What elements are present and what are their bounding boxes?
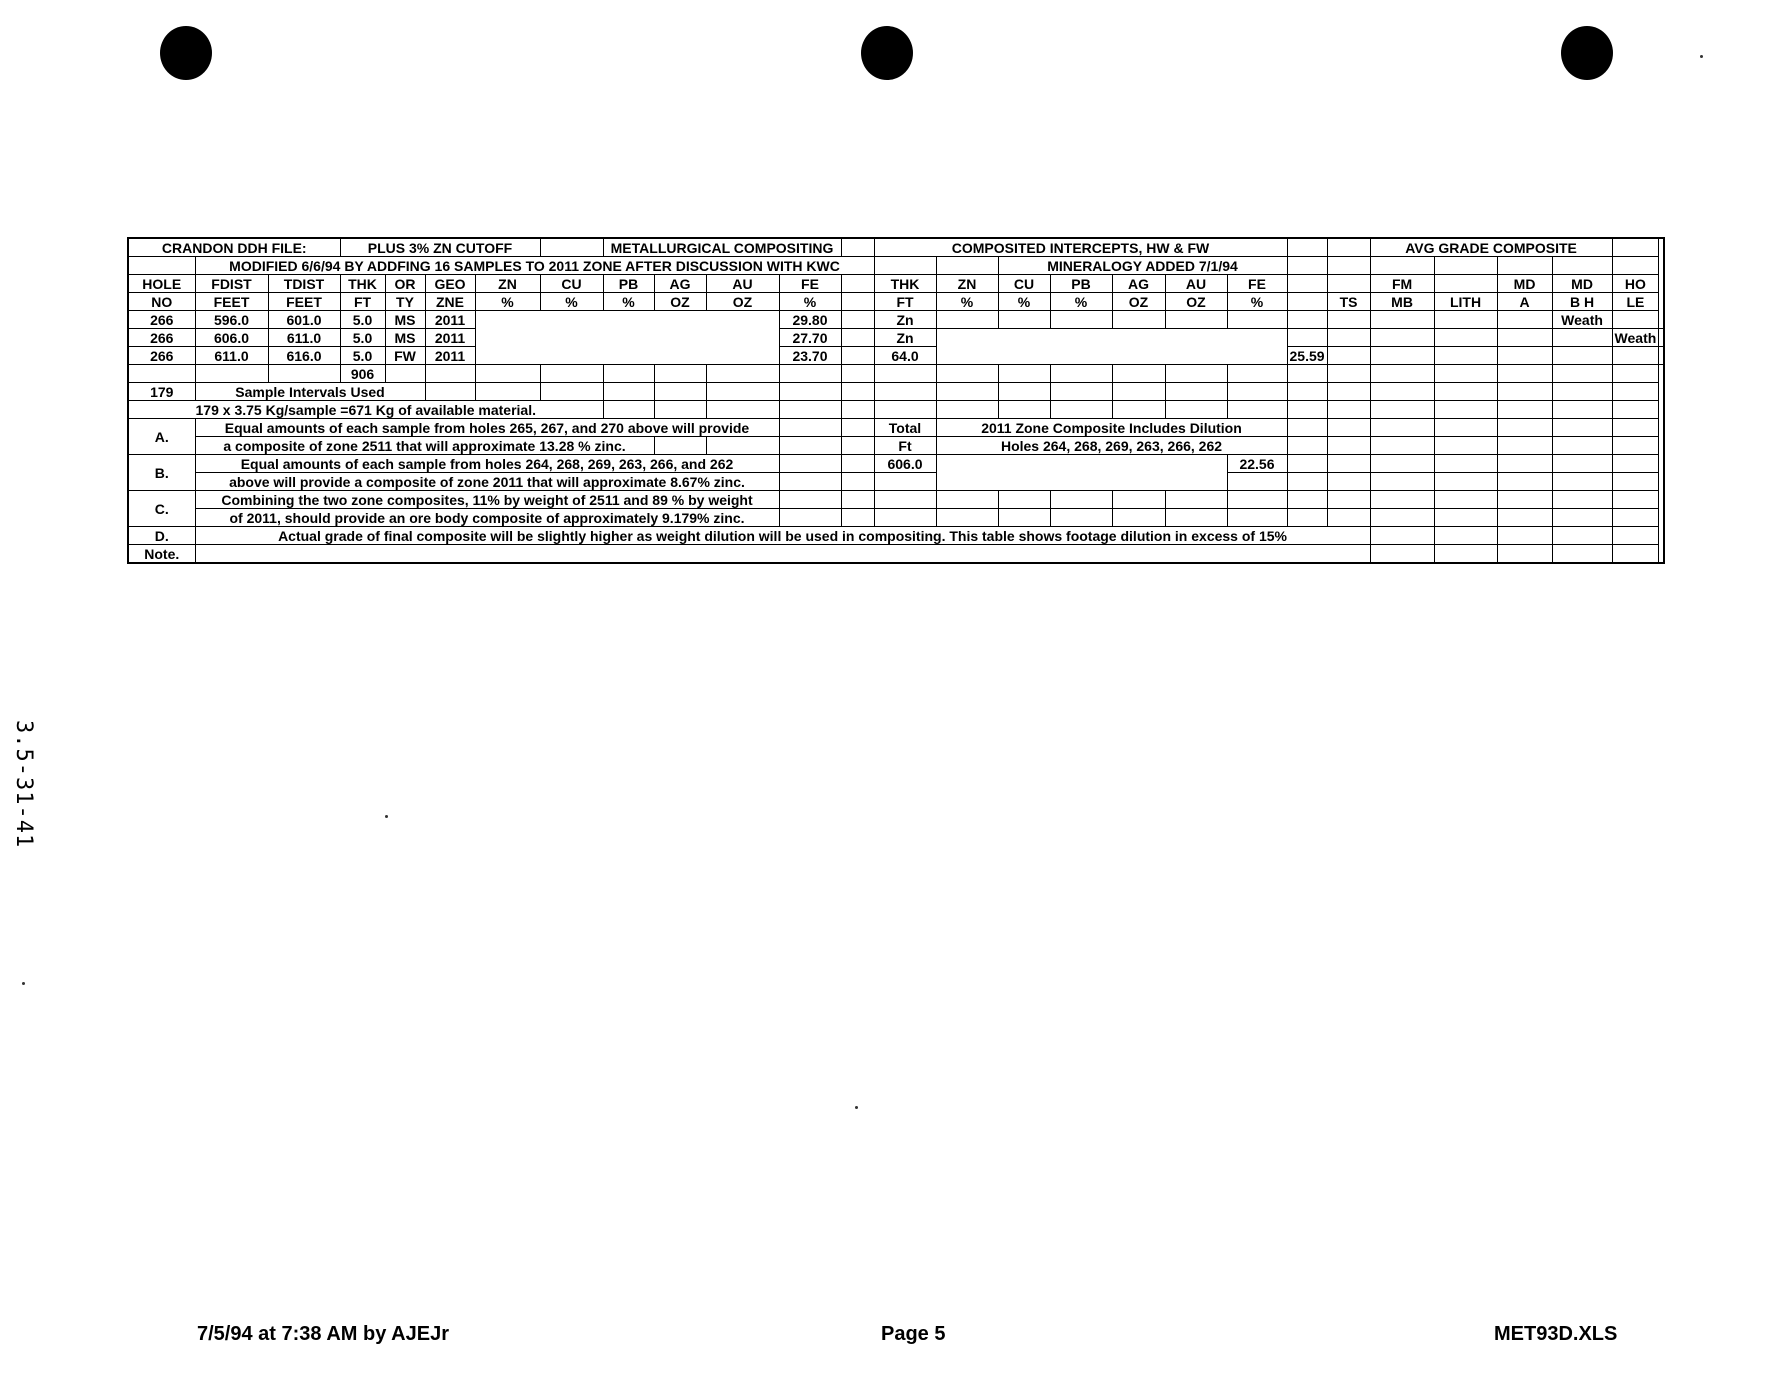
compositing-table <box>127 237 1665 564</box>
column-header: ZN <box>936 275 998 293</box>
note-b-row-1: B. Equal amounts of each sample from holes 264, 268, 269, 263, 266, and 262 606.0 22.56 <box>128 455 1664 473</box>
punch-hole <box>861 26 913 80</box>
scan-speck <box>22 982 25 985</box>
note-c-row-2: of 2011, should provide an ore body composite of approximately 9.179% zinc. <box>128 509 1664 527</box>
column-header <box>841 293 874 311</box>
column-headers-bottom <box>128 293 1664 311</box>
column-header: FT <box>874 293 936 311</box>
column-header <box>1327 275 1370 293</box>
column-header: MD <box>1497 275 1552 293</box>
file-label: CRANDON DDH FILE: <box>128 238 340 257</box>
scan-speck <box>385 815 388 818</box>
column-header: MD <box>1552 275 1612 293</box>
column-header: OR <box>385 275 425 293</box>
column-header <box>1287 275 1327 293</box>
column-header: THK <box>340 275 385 293</box>
modified-note: MODIFIED 6/6/94 BY ADDFING 16 SAMPLES TO 2011 ZONE AFTER DISCUSSION WITH KWC <box>195 257 874 275</box>
scan-speck <box>1700 55 1703 58</box>
column-header: FEET <box>268 293 340 311</box>
column-header: FE <box>1227 275 1287 293</box>
column-header: LITH <box>1434 293 1497 311</box>
column-header: OZ <box>654 293 706 311</box>
column-header: OZ <box>1112 293 1165 311</box>
note-c-row-1: C. Combining the two zone composites, 11% by weight of 2511 and 89 % by weight <box>128 491 1664 509</box>
sum-row <box>128 365 1664 383</box>
column-header: THK <box>874 275 936 293</box>
column-header: FEET <box>195 293 268 311</box>
composited-label: COMPOSITED INTERCEPTS, HW & FW <box>874 238 1287 257</box>
column-header: % <box>603 293 654 311</box>
column-header: % <box>475 293 540 311</box>
footer-filename: MET93D.XLS <box>1494 1323 1618 1345</box>
column-header: HOLE <box>128 275 195 293</box>
sum-thk: 906 <box>340 365 385 383</box>
column-header: FM <box>1370 275 1434 293</box>
column-header: ZNE <box>425 293 475 311</box>
column-header: % <box>540 293 603 311</box>
table-row: 266 611.0 616.0 5.0 FW 2011 23.70 64.0 25.59 <box>128 347 1664 365</box>
mineralogy-note: MINERALOGY ADDED 7/1/94 <box>998 257 1287 275</box>
column-header: FE <box>779 275 841 293</box>
samples-row <box>128 383 1664 401</box>
table-row: 266 606.0 611.0 5.0 MS 2011 27.70 Zn Weath <box>128 329 1664 347</box>
column-header: AU <box>706 275 779 293</box>
punch-hole <box>1561 26 1613 80</box>
avg-grade-label: AVG GRADE COMPOSITE <box>1370 238 1612 257</box>
column-header: CU <box>998 275 1050 293</box>
column-header: AU <box>1165 275 1227 293</box>
cutoff-label: PLUS 3% ZN CUTOFF <box>340 238 540 257</box>
column-header: FDIST <box>195 275 268 293</box>
column-header <box>1434 275 1497 293</box>
column-header: TS <box>1327 293 1370 311</box>
column-header: % <box>1227 293 1287 311</box>
note-a-row-2: a composite of zone 2511 that will approximate 13.28 % zinc. Ft Holes 264, 268, 269, 263, 266, 262 <box>128 437 1664 455</box>
column-header: A <box>1497 293 1552 311</box>
side-document-number: 3.5-31-41 <box>11 720 36 849</box>
footer-timestamp: 7/5/94 at 7:38 AM by AJEJr <box>197 1323 449 1345</box>
column-header: NO <box>128 293 195 311</box>
total-ft: 606.0 <box>874 455 936 473</box>
sample-label: Sample Intervals Used <box>195 383 425 401</box>
available-row <box>128 401 1664 419</box>
header-row-2 <box>128 257 1664 275</box>
note-d-row: D. Actual grade of final composite will be slightly higher as weight dilution will be used in compositing. This table shows footage dilution in excess of 15% <box>128 527 1664 545</box>
column-header: LE <box>1612 293 1659 311</box>
column-header: % <box>779 293 841 311</box>
column-header: PB <box>1050 275 1112 293</box>
column-header: GEO <box>425 275 475 293</box>
column-header <box>1287 293 1327 311</box>
column-header: OZ <box>706 293 779 311</box>
column-header: HO <box>1612 275 1659 293</box>
column-header: ZN <box>475 275 540 293</box>
punch-hole <box>160 26 212 80</box>
column-header <box>841 275 874 293</box>
column-headers-top <box>128 275 1664 293</box>
note-a-row-1: A. Equal amounts of each sample from holes 265, 267, and 270 above will provide Total 2011 Zone Composite Includes Dilution <box>128 419 1664 437</box>
available-material: 179 x 3.75 Kg/sample =671 Kg of available material. <box>128 401 603 419</box>
column-header: OZ <box>1165 293 1227 311</box>
sample-count: 179 <box>128 383 195 401</box>
column-header: PB <box>603 275 654 293</box>
column-header: TDIST <box>268 275 340 293</box>
column-header: AG <box>654 275 706 293</box>
column-header: % <box>998 293 1050 311</box>
footer-page-number: Page 5 <box>881 1323 946 1345</box>
note-label-row: Note. <box>128 545 1664 564</box>
header-row-1 <box>128 238 1664 257</box>
column-header: AG <box>1112 275 1165 293</box>
column-header: MB <box>1370 293 1434 311</box>
table-row: 266 596.0 601.0 5.0 MS 2011 29.80 Zn Weath <box>128 311 1664 329</box>
column-header: % <box>936 293 998 311</box>
column-header: CU <box>540 275 603 293</box>
note-b-row-2: above will provide a composite of zone 2011 that will approximate 8.67% zinc. <box>128 473 1664 491</box>
metallurgical-label: METALLURGICAL COMPOSITING <box>603 238 841 257</box>
column-header: % <box>1050 293 1112 311</box>
scan-speck <box>855 1106 858 1109</box>
column-header: TY <box>385 293 425 311</box>
column-header: B H <box>1552 293 1612 311</box>
total-fe: 22.56 <box>1227 455 1287 473</box>
column-header: FT <box>340 293 385 311</box>
